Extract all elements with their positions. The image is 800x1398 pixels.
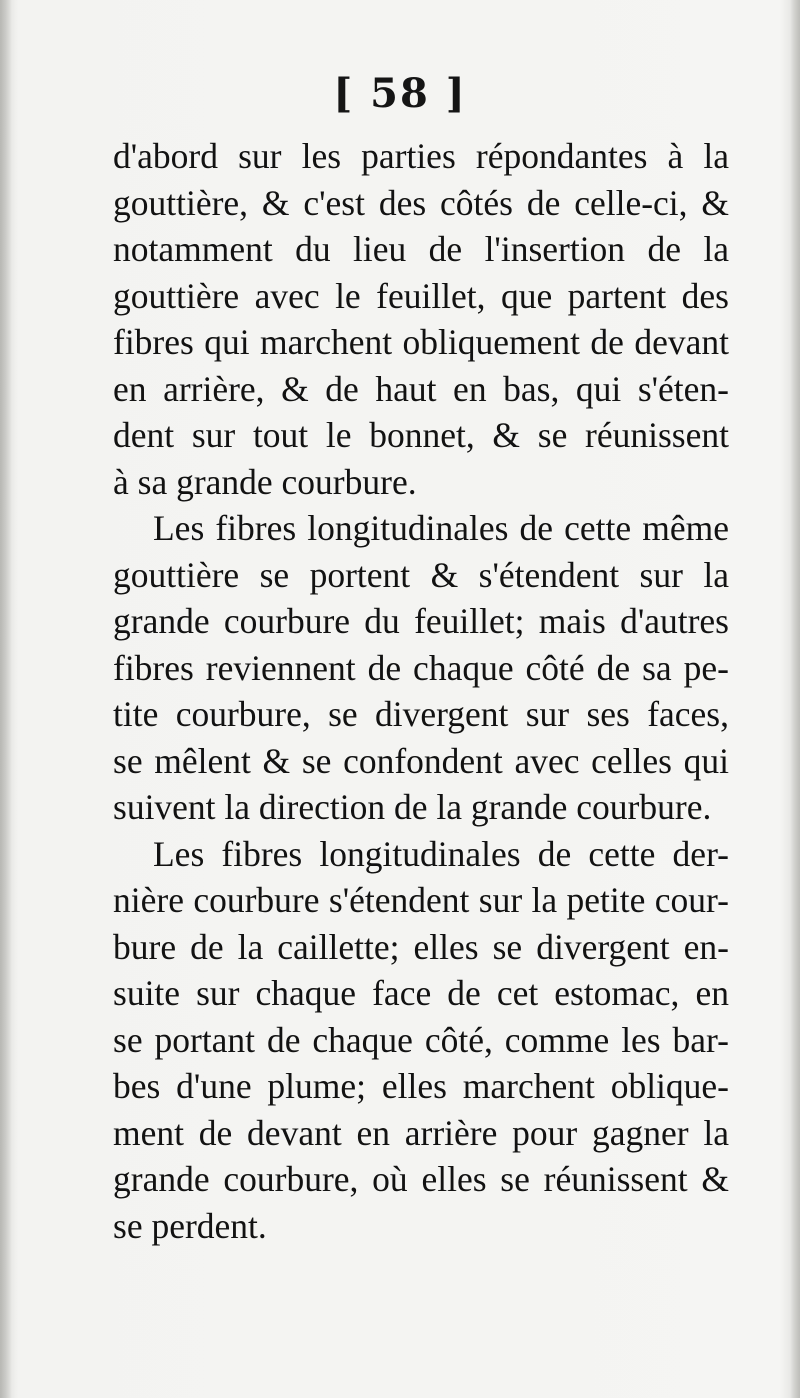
body-text — [113, 133, 729, 1249]
text-line: bure de la caillette; elles se divergent en- — [113, 926, 729, 967]
text-line: bes d'une plume; elles marchent oblique- — [113, 1066, 729, 1106]
text-line: suite sur chaque face de cet estomac, en — [113, 973, 729, 1013]
text-line: fibres qui marchent obliquement de devant — [113, 322, 729, 362]
text-line: grande courbure, où elles se réunissent & — [113, 1159, 729, 1199]
text-line: ment de devant en arrière pour gagner la — [113, 1112, 729, 1153]
page-left-edge — [0, 0, 12, 1398]
paragraph-1 — [113, 133, 729, 505]
text-line: nière courbure s'étendent sur la petite cour- — [113, 880, 729, 920]
text-line: gouttière, & c'est des côtés de celle-ci, & — [113, 182, 729, 223]
text-line: fibres reviennent de chaque côté de sa pe- — [113, 647, 729, 688]
text-line: se mêlent & se confondent avec celles qui — [113, 740, 729, 781]
text-line: en arrière, & de haut en bas, qui s'éten- — [113, 368, 729, 409]
text-line: se perdent. — [113, 1205, 267, 1246]
paragraph-3 — [113, 831, 729, 1250]
text-line: à sa grande courbure. — [113, 461, 417, 502]
paragraph-2 — [113, 505, 729, 831]
text-line: Les fibres longitudinales de cette der- — [153, 833, 729, 874]
page-right-edge — [790, 0, 800, 1398]
text-line: suivent la direction de la grande courbure. — [113, 787, 712, 827]
text-line: gouttière se portent & s'étendent sur la — [113, 554, 729, 595]
page-number: [ 58 ] — [333, 70, 467, 117]
text-line: gouttière avec le feuillet, que partent des — [113, 275, 729, 316]
text-line: grande courbure du feuillet; mais d'autres — [113, 601, 729, 641]
text-line: tite courbure, se divergent sur ses faces, — [113, 694, 729, 734]
text-line: notamment du lieu de l'insertion de la — [113, 229, 729, 269]
text-line: se portant de chaque côté, comme les bar- — [113, 1019, 729, 1060]
text-line: dent sur tout le bonnet, & se réunissent — [113, 415, 729, 455]
text-line: d'abord sur les parties répondantes à la — [113, 136, 729, 176]
text-line: Les fibres longitudinales de cette même — [153, 508, 729, 548]
